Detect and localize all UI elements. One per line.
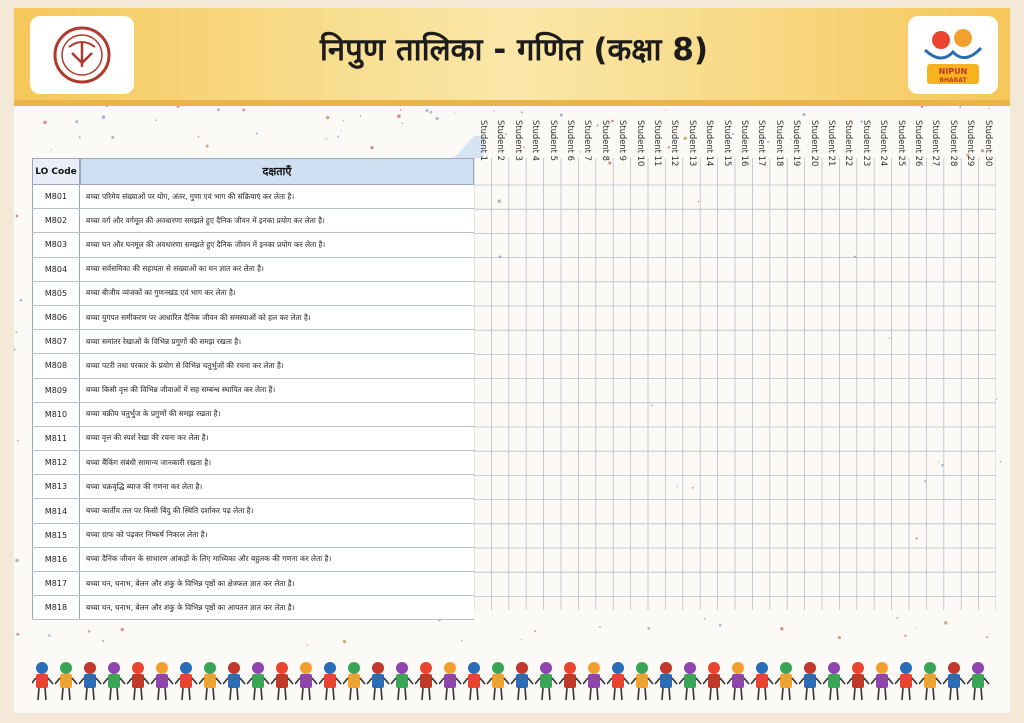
speckle	[534, 630, 536, 632]
speckle	[944, 621, 948, 625]
speckle	[16, 215, 19, 218]
skill-cell: बच्चा घन और घनमूल की अवधारणा समझते हुए दैनिक जीवन में इनका प्रयोग कर लेता है।	[86, 239, 326, 249]
emblem-icon	[47, 23, 117, 87]
speckle	[370, 146, 373, 149]
student-label: Student 22	[844, 120, 855, 167]
speckle	[155, 119, 157, 121]
speckle	[521, 639, 522, 640]
speckle	[647, 627, 650, 630]
speckle	[704, 618, 706, 620]
table-row	[32, 451, 474, 475]
student-label: Student 5	[548, 120, 559, 161]
student-label: Student 1	[479, 120, 489, 161]
child-figure-icon	[415, 662, 437, 700]
child-figure-icon	[871, 662, 893, 700]
table-row	[32, 475, 474, 499]
speckle	[430, 111, 433, 114]
speckle	[88, 630, 91, 633]
speckle	[111, 136, 114, 139]
skills-table	[32, 185, 474, 620]
child-figure-icon	[271, 662, 293, 700]
student-label: Student 21	[827, 120, 837, 167]
child-figure-icon	[463, 662, 485, 700]
speckle	[106, 106, 108, 107]
student-label: Student 19	[792, 120, 803, 167]
speckle	[198, 136, 200, 138]
children-border-decoration	[32, 656, 998, 706]
student-label: Student 14	[705, 120, 716, 167]
lo-code-cell: M817	[32, 572, 80, 595]
child-figure-icon	[775, 662, 797, 700]
child-figure-icon	[943, 662, 965, 700]
speckle	[599, 626, 601, 628]
child-figure-icon	[487, 662, 509, 700]
child-figure-icon	[967, 662, 989, 700]
header-banner	[14, 8, 1010, 106]
student-label: Student 15	[722, 120, 733, 167]
skill-cell: बच्चा बीजीय व्यंजकों का गुणनखंड एवं भाग कर लेता है।	[86, 288, 236, 298]
lo-code-cell: M802	[32, 209, 80, 232]
lo-code-cell: M813	[32, 475, 80, 498]
speckle	[341, 130, 342, 131]
speckle	[402, 122, 404, 124]
student-label: Student 18	[774, 120, 785, 167]
skill-cell: बच्चा कार्तीय तल पर किसी बिंदु की स्थिति दर्शाकर पढ़ लेता है।	[86, 506, 254, 516]
child-figure-icon	[727, 662, 749, 700]
student-label: Student 30	[983, 120, 994, 167]
child-figure-icon	[295, 662, 317, 700]
chart-sheet	[14, 8, 1010, 713]
speckle	[959, 106, 961, 108]
skill-cell: बच्चा बैंकिंग संबंधी सामान्य जानकारी रखता है।	[86, 457, 212, 467]
speckle	[896, 617, 898, 619]
table-row	[32, 306, 474, 330]
speckle	[461, 640, 463, 642]
speckle	[425, 109, 428, 112]
student-label: Student 29	[966, 120, 977, 167]
student-label: Student 16	[740, 120, 750, 167]
speckle	[102, 115, 106, 119]
table-row	[32, 330, 474, 354]
child-figure-icon	[703, 662, 725, 700]
table-row	[32, 209, 474, 233]
speckle	[493, 110, 495, 112]
student-label: Student 8	[600, 120, 611, 161]
speckle	[435, 117, 438, 120]
speckle	[256, 133, 258, 135]
student-grid	[474, 158, 996, 610]
child-figure-icon	[127, 662, 149, 700]
child-figure-icon	[511, 662, 533, 700]
speckle	[326, 116, 330, 120]
child-figure-icon	[223, 662, 245, 700]
lo-code-cell: M801	[32, 185, 80, 208]
student-label: Student 27	[931, 120, 942, 167]
skill-cell: बच्चा चक्रीय चतुर्भुज के प्रगुणों की समझ रखता है।	[86, 409, 221, 419]
child-figure-icon	[607, 662, 629, 700]
speckle	[521, 111, 523, 113]
child-figure-icon	[631, 662, 653, 700]
child-figure-icon	[55, 662, 77, 700]
lo-code-cell: M811	[32, 427, 80, 450]
lo-code-cell: M815	[32, 524, 80, 547]
child-figure-icon	[655, 662, 677, 700]
speckle	[20, 299, 23, 302]
speckle	[15, 559, 19, 563]
speckle	[904, 635, 906, 637]
skill-cell: बच्चा किसी वृत्त की विभिन्न जीवाओं में सह सम्बन्ध स्थापित कर लेता है।	[86, 385, 276, 395]
child-figure-icon	[391, 662, 413, 700]
skill-cell: बच्चा ग्राफ को पढ़कर निष्कर्ष निकाल लेता है।	[86, 530, 208, 540]
skill-cell: बच्चा युगपत समीकरण पर आधारित दैनिक जीवन की समस्याओं को हल कर लेता है।	[86, 312, 311, 322]
table-row	[32, 524, 474, 548]
child-figure-icon	[751, 662, 773, 700]
child-figure-icon	[919, 662, 941, 700]
child-figure-icon	[247, 662, 269, 700]
student-label: Student 6	[566, 120, 576, 161]
speckle	[397, 115, 401, 119]
table-row	[32, 548, 474, 572]
table-row	[32, 403, 474, 427]
child-figure-icon	[103, 662, 125, 700]
speckle	[17, 440, 18, 441]
student-label: Student 4	[531, 120, 542, 161]
up-emblem-logo	[30, 16, 134, 94]
table-row	[32, 354, 474, 378]
table-row	[32, 427, 474, 451]
speckle	[14, 348, 15, 351]
table-row	[32, 258, 474, 282]
table-row	[32, 572, 474, 596]
skill-cell: बच्चा पटरी तथा परकार के प्रयोग से विभिन्न चतुर्भुजों की रचना कर लेता है।	[86, 360, 284, 370]
child-figure-icon	[151, 662, 173, 700]
student-label: Student 24	[879, 120, 890, 167]
child-figure-icon	[799, 662, 821, 700]
student-label: Student 13	[687, 120, 698, 167]
student-label: Student 28	[948, 120, 959, 167]
skill-cell: बच्चा दैनिक जीवन के साधारण आंकड़ों के लिए माध्यिका और बहुलक की गणना कर लेता है।	[86, 554, 332, 564]
table-row	[32, 499, 474, 523]
student-label: Student 12	[670, 120, 681, 167]
speckle	[1000, 461, 1002, 463]
child-figure-icon	[559, 662, 581, 700]
svg-text:NIPUN: NIPUN	[938, 67, 968, 76]
student-label: Student 23	[861, 120, 872, 167]
child-figure-icon	[175, 662, 197, 700]
speckle	[206, 145, 209, 148]
student-label: Student 10	[635, 120, 646, 167]
lo-code-cell: M810	[32, 403, 80, 426]
student-label: Student 25	[896, 120, 907, 167]
lo-code-header: LO Code	[32, 158, 80, 185]
speckle	[79, 136, 81, 138]
speckle	[665, 110, 666, 111]
child-figure-icon	[679, 662, 701, 700]
lo-code-cell: M809	[32, 379, 80, 402]
speckle	[337, 136, 339, 138]
speckle	[719, 624, 722, 627]
child-figure-icon	[895, 662, 917, 700]
skill-cell: बच्चा घन, घनाभ, बेलन और शंकु के विभिन्न पृष्ठों का आयतन ज्ञात कर लेता है।	[86, 602, 295, 612]
child-figure-icon	[847, 662, 869, 700]
speckle	[326, 138, 328, 140]
lo-code-cell: M816	[32, 548, 80, 571]
speckle	[48, 634, 50, 636]
student-label: Student 9	[618, 120, 629, 161]
speckle	[988, 108, 989, 109]
skill-cell: बच्चा घन, घनाभ, बेलन और शंकु के विभिन्न पृष्ठों का क्षेत्रफल ज्ञात कर लेता है।	[86, 578, 295, 588]
skill-cell: बच्चा परिमेय संख्याओं पर योग, अंतर, गुणा एवं भाग की संक्रियाएं कर लेता है।	[86, 191, 295, 201]
lo-code-cell: M805	[32, 282, 80, 305]
lo-code-cell: M808	[32, 354, 80, 377]
nipun-bharat-logo	[908, 16, 998, 94]
speckle	[986, 636, 988, 638]
speckle	[16, 633, 19, 636]
table-row	[32, 379, 474, 403]
lo-code-cell: M803	[32, 233, 80, 256]
speckle	[102, 640, 104, 642]
child-figure-icon	[535, 662, 557, 700]
lo-code-cell: M818	[32, 596, 80, 619]
speckle	[921, 106, 924, 108]
nipun-children-icon	[913, 20, 993, 90]
child-figure-icon	[79, 662, 101, 700]
skill-cell: बच्चा वर्ग और वर्गमूल की अवधारणा समझते हुए दैनिक जीवन में इनका प्रयोग कर लेता है।	[86, 215, 325, 225]
speckle	[177, 106, 180, 108]
speckle	[51, 150, 52, 151]
table-row	[32, 596, 474, 620]
lo-code-cell: M804	[32, 258, 80, 281]
lo-code-cell: M814	[32, 499, 80, 522]
page-title: निपुण तालिका - गणित (कक्षा 8)	[319, 32, 709, 68]
speckle	[838, 636, 841, 639]
table-row	[32, 282, 474, 306]
speckle	[242, 109, 245, 112]
speckle	[400, 109, 402, 111]
lo-code-cell: M812	[32, 451, 80, 474]
student-label: Student 7	[583, 120, 594, 161]
table-row	[32, 185, 474, 209]
speckle	[360, 115, 362, 117]
student-label: Student 26	[914, 120, 924, 167]
lo-code-cell: M807	[32, 330, 80, 353]
student-label: Student 2	[496, 120, 507, 161]
child-figure-icon	[319, 662, 341, 700]
student-label: Student 3	[513, 120, 524, 161]
speckle	[454, 113, 455, 114]
speckle	[343, 640, 346, 643]
speckle	[307, 645, 308, 646]
student-label: Student 17	[757, 120, 768, 167]
skill-cell: बच्चा वृत्त की स्पर्श रेखा की रचना कर लेता है।	[86, 433, 209, 443]
speckle	[15, 331, 17, 333]
child-figure-icon	[583, 662, 605, 700]
skills-header: दक्षताएँ	[80, 158, 474, 185]
skill-cell: बच्चा समांतर रेखाओं के विभिन्न प्रगुणों की समझ रखता है।	[86, 336, 242, 346]
child-figure-icon	[823, 662, 845, 700]
speckle	[780, 627, 783, 630]
speckle	[343, 120, 344, 121]
table-row	[32, 233, 474, 257]
lo-code-cell: M806	[32, 306, 80, 329]
student-label: Student 20	[809, 120, 820, 167]
child-figure-icon	[32, 662, 53, 700]
svg-text:BHARAT: BHARAT	[939, 77, 967, 84]
speckle	[915, 627, 916, 628]
skill-cell: बच्चा चक्रवृद्धि ब्याज की गणना कर लेता है।	[86, 481, 203, 491]
speckle	[121, 628, 124, 631]
student-label: Student 11	[653, 120, 663, 167]
speckle	[75, 120, 78, 123]
child-figure-icon	[439, 662, 461, 700]
skill-cell: बच्चा सर्वसमिका की सहायता से संख्याओं का घन ज्ञात कर लेता है।	[86, 264, 264, 274]
child-figure-icon	[367, 662, 389, 700]
child-figure-icon	[343, 662, 365, 700]
speckle	[43, 121, 46, 124]
speckle	[217, 108, 220, 111]
child-figure-icon	[199, 662, 221, 700]
